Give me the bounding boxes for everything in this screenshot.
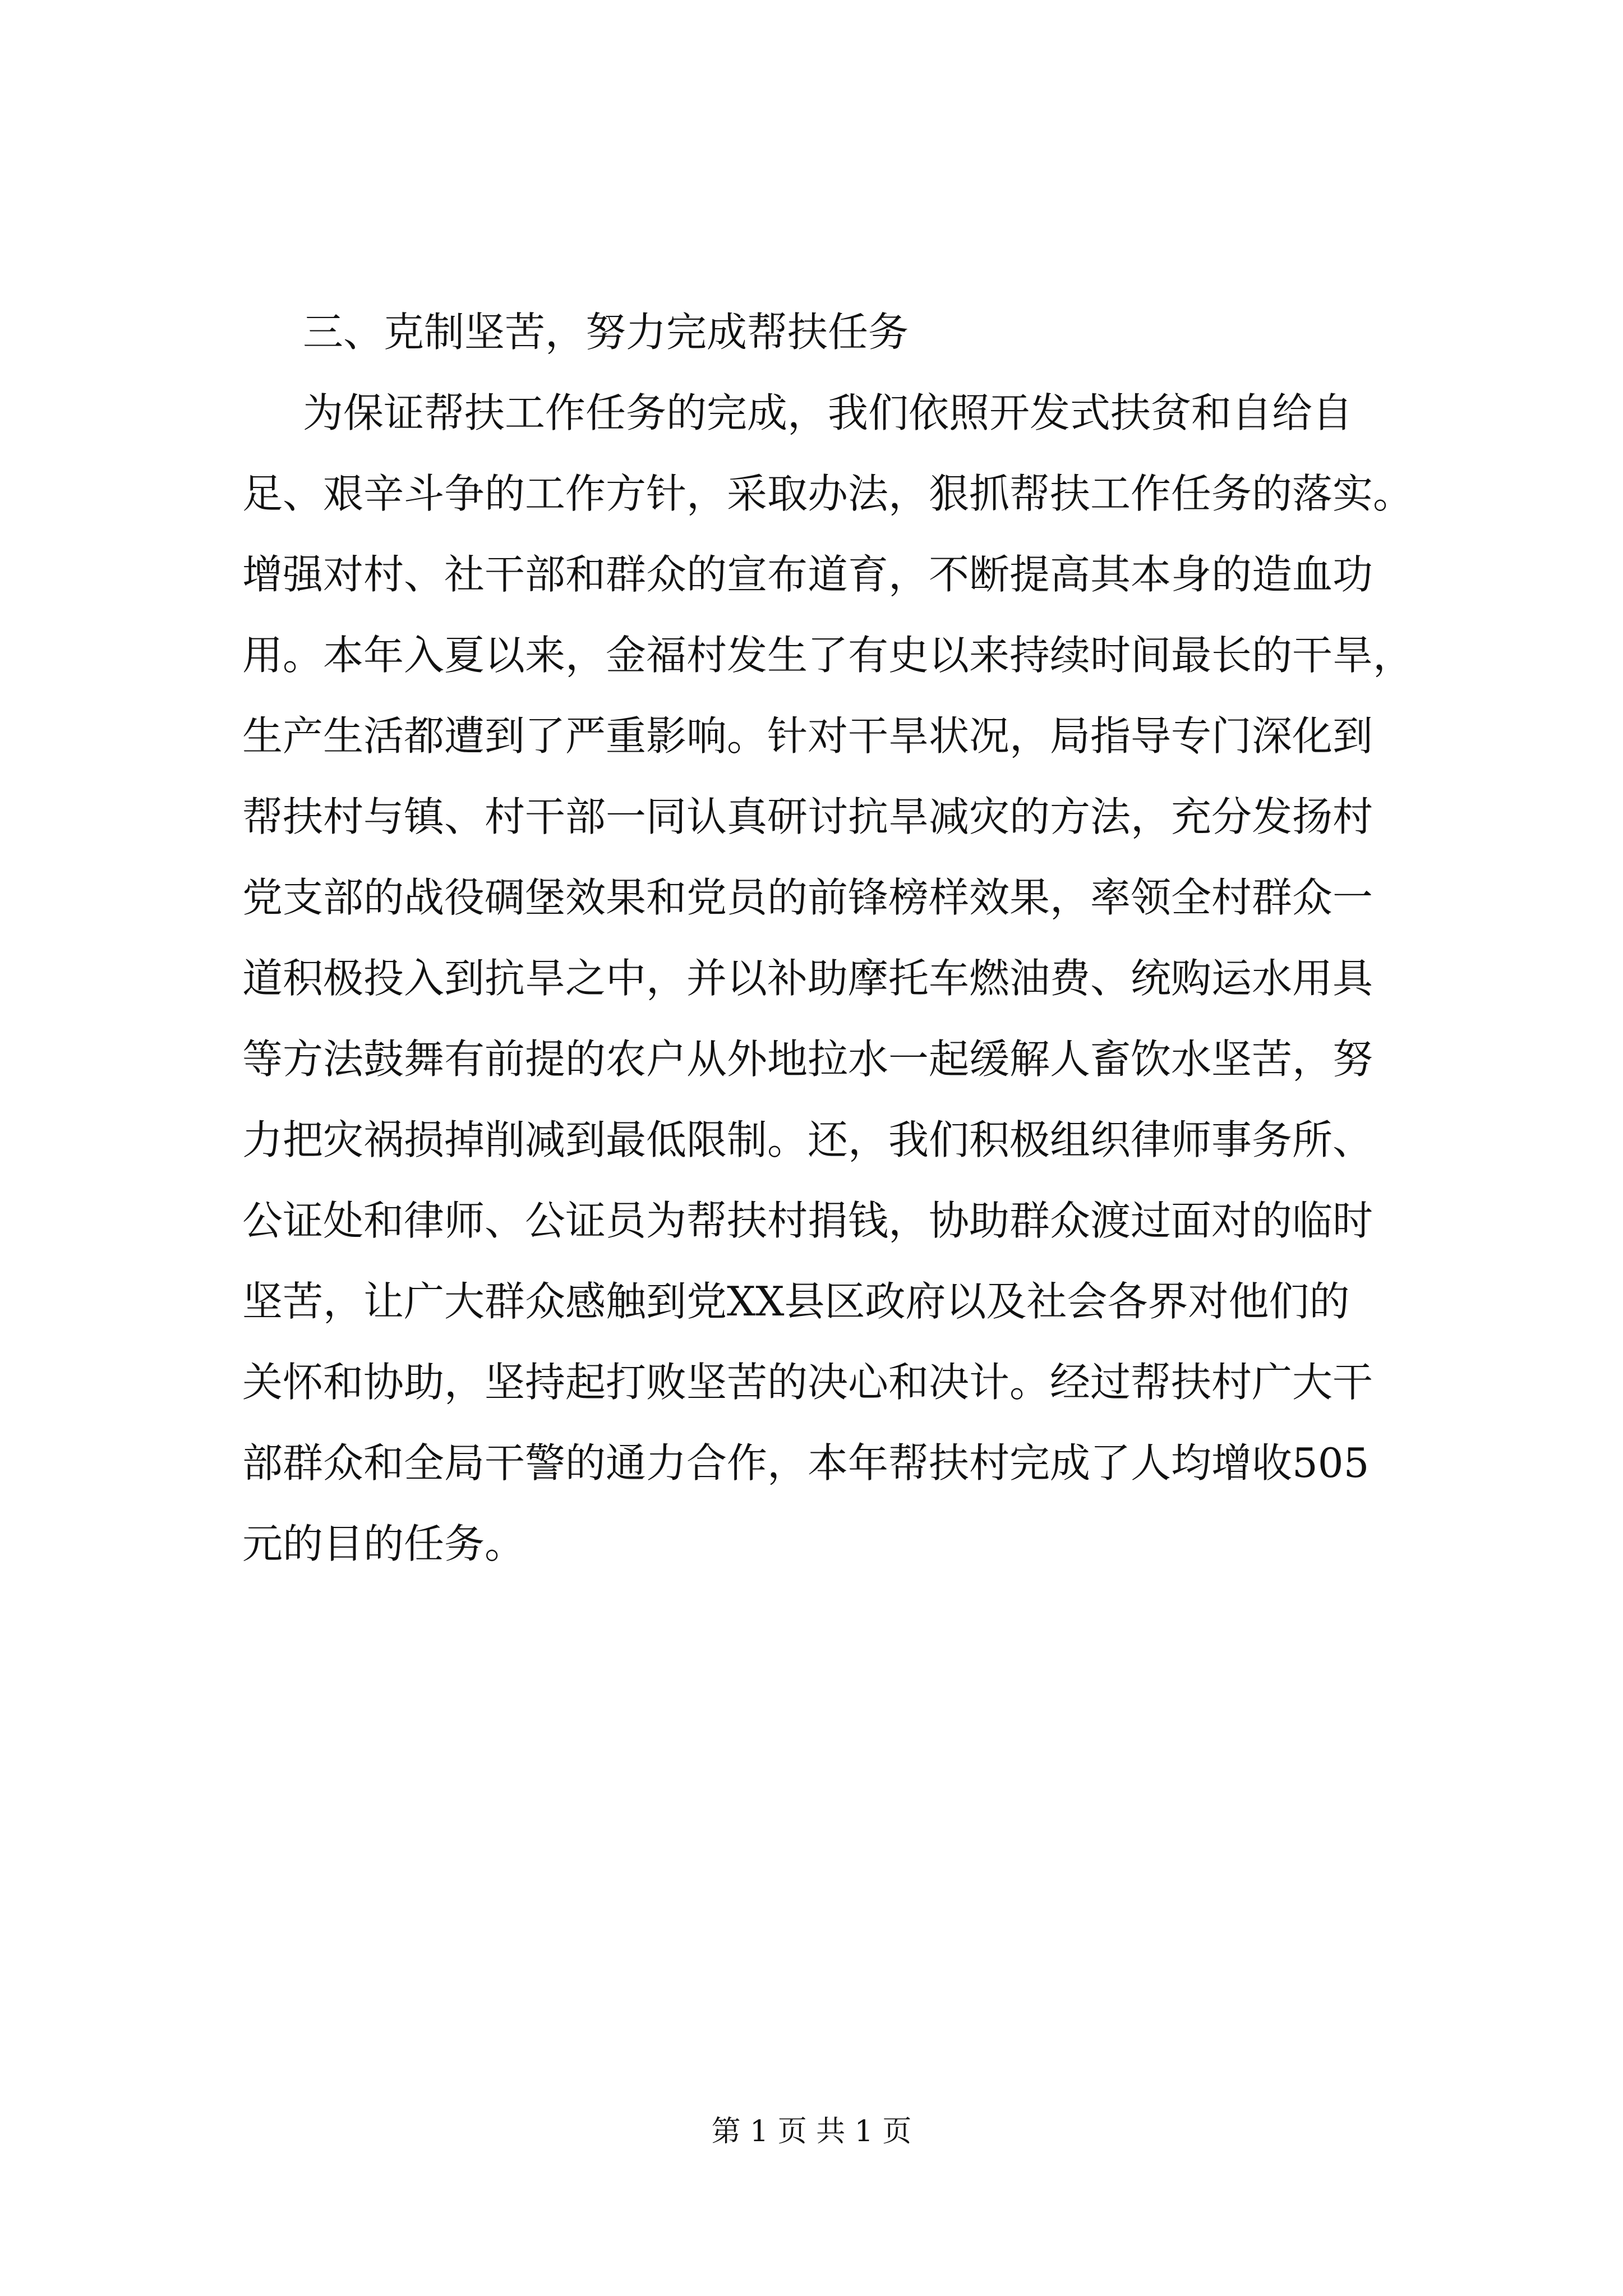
paragraph-line: 用。本年入夏以来，金福村发生了有史以来持续时间最长的干旱， xyxy=(242,632,1414,679)
paragraph-line: 坚苦，让广大群众感触到党XX县区政府以及社会各界对他们的 xyxy=(242,1278,1350,1325)
paragraph-line: 道积极投入到抗旱之中，并以补助摩托车燃油费、统购运水用具 xyxy=(242,955,1373,1002)
paragraph-line: 党支部的战役碉堡效果和党员的前锋榜样效果，率领全村群众一 xyxy=(242,874,1373,921)
paragraph-line: 关怀和协助，坚持起打败坚苦的决心和决计。经过帮扶村广大干 xyxy=(242,1359,1373,1406)
paragraph-line: 帮扶村与镇、村干部一同认真研讨抗旱减灾的方法，充分发扬村 xyxy=(242,793,1373,840)
paragraph-line: 力把灾祸损掉削减到最低限制。还，我们积极组织律师事务所、 xyxy=(242,1116,1373,1163)
page-footer: 第 1 页 共 1 页 xyxy=(711,2115,912,2148)
paragraph-line: 公证处和律师、公证员为帮扶村捐钱，协助群众渡过面对的临时 xyxy=(242,1197,1373,1244)
paragraph-line: 为保证帮扶工作任务的完成，我们依照开发式扶贫和自给自 xyxy=(303,389,1353,436)
paragraph-line: 增强对村、社干部和群众的宣布道育，不断提高其本身的造血功 xyxy=(242,551,1373,598)
paragraph-line: 足、艰辛斗争的工作方针，采取办法，狠抓帮扶工作任务的落实。 xyxy=(242,470,1414,517)
section-heading: 三、克制坚苦，努力完成帮扶任务 xyxy=(303,309,909,356)
paragraph-line: 元的目的任务。 xyxy=(242,1520,525,1567)
document-body xyxy=(242,292,1431,1584)
paragraph-line: 等方法鼓舞有前提的农户从外地拉水一起缓解人畜饮水坚苦，努 xyxy=(242,1036,1373,1083)
body-paragraph xyxy=(242,372,1431,1584)
paragraph-line: 部群众和全局干警的通力合作，本年帮扶村完成了人均增收505 xyxy=(242,1439,1370,1487)
paragraph-line: 生产生活都遭到了严重影响。针对干旱状况，局指导专门深化到 xyxy=(242,712,1373,760)
